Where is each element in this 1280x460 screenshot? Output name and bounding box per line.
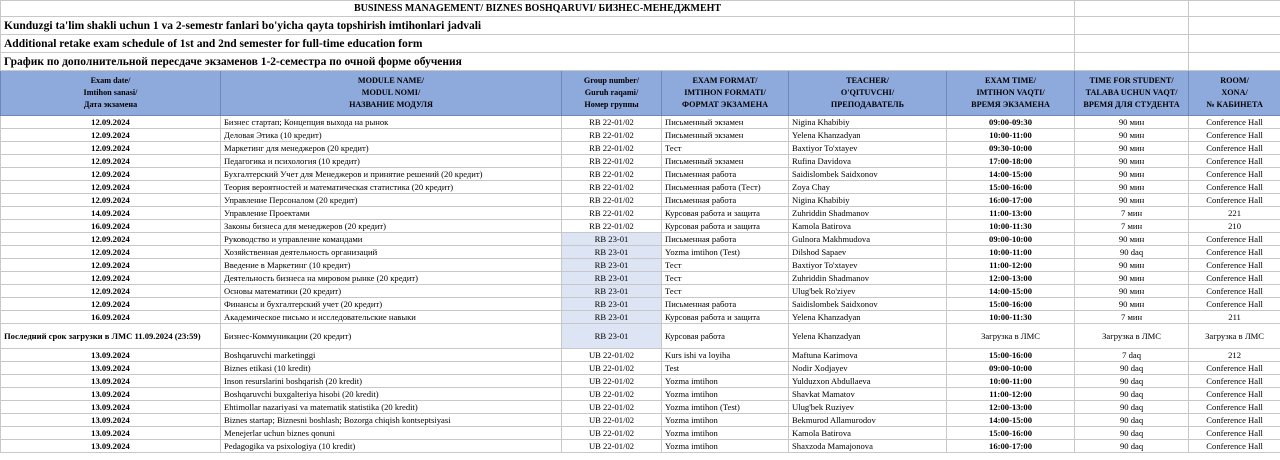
cell-time[interactable]: 10:00-11:00 (947, 129, 1075, 142)
table-row (1, 388, 1280, 401)
cell-group[interactable]: UB 22-01/02 (562, 349, 662, 362)
cell-date[interactable]: 12.09.2024 (1, 181, 221, 194)
cell-group[interactable]: UB 22-01/02 (562, 362, 662, 375)
cell-teacher[interactable]: Kamola Batirova (789, 427, 947, 440)
cell-format[interactable]: Письменная работа (662, 298, 789, 311)
cell-group[interactable]: RB 22-01/02 (562, 207, 662, 220)
cell-time[interactable]: 10:00-11:00 (947, 246, 1075, 259)
cell-time[interactable]: 10:00-11:30 (947, 311, 1075, 324)
cell-student-time[interactable]: 90 daq (1075, 427, 1189, 440)
header-line: Номер группы (584, 100, 639, 109)
cell-student-time[interactable]: 90 мин (1075, 181, 1189, 194)
cell-room[interactable]: 210 (1189, 220, 1280, 233)
cell-format[interactable]: Yozma imtihon (662, 427, 789, 440)
cell-format[interactable]: Yozma imtihon (662, 388, 789, 401)
cell-format[interactable]: Курсовая работа и защита (662, 207, 789, 220)
cell-room[interactable]: Conference Hall (1189, 116, 1280, 129)
cell-group[interactable]: RB 22-01/02 (562, 129, 662, 142)
header-line: XONA/ (1221, 88, 1248, 97)
cell-teacher[interactable]: Saidislombek Saidxonov (789, 168, 947, 181)
cell-room[interactable]: Загрузка в ЛМС (1189, 324, 1280, 349)
table-row (1, 414, 1280, 427)
cell-room[interactable]: Conference Hall (1189, 401, 1280, 414)
cell-date[interactable]: 13.09.2024 (1, 349, 221, 362)
cell-date[interactable]: 12.09.2024 (1, 142, 221, 155)
header-line: TEACHER/ (846, 76, 889, 85)
table-row (1, 142, 1280, 155)
cell-teacher[interactable]: Shavkat Mamatov (789, 388, 947, 401)
cell-student-time[interactable]: 90 мин (1075, 129, 1189, 142)
header-line: Дата экзамена (83, 100, 138, 109)
cell-room[interactable]: Conference Hall (1189, 142, 1280, 155)
cell-teacher[interactable]: Ulug'bek Ruziyev (789, 401, 947, 414)
cell-teacher[interactable]: Dilshod Sapaev (789, 246, 947, 259)
table-row (1, 272, 1280, 285)
cell-student-time[interactable]: Загрузка в ЛМС (1075, 324, 1189, 349)
empty-cell[interactable] (1075, 1, 1189, 17)
cell-module[interactable]: Педагогика и психология (10 кредит) (221, 155, 562, 168)
cell-module[interactable]: Boshqaruvchi marketinggi (221, 349, 562, 362)
subtitle-en: Additional retake exam schedule of 1st and 2nd semester for full-time education form (1, 35, 1075, 53)
empty-cell[interactable] (1075, 17, 1189, 35)
table-row (1, 194, 1280, 207)
header-line: ФОРМАТ ЭКЗАМЕНА (682, 100, 768, 109)
header-line: ВРЕМЯ ЭКЗАМЕНА (971, 100, 1050, 109)
cell-group[interactable]: UB 22-01/02 (562, 414, 662, 427)
cell-student-time[interactable]: 90 daq (1075, 414, 1189, 427)
cell-module[interactable]: Теория вероятностей и математическая статистика (20 кредит) (221, 181, 562, 194)
cell-format[interactable]: Kurs ishi va loyiha (662, 349, 789, 362)
cell-teacher[interactable]: Nodir Xodjayev (789, 362, 947, 375)
subtitle-ru: График по дополнительной пересдаче экзаменов 1-2-семестра по очной форме обучения (1, 53, 1075, 71)
cell-student-time[interactable]: 7 мин (1075, 220, 1189, 233)
cell-student-time[interactable]: 7 мин (1075, 311, 1189, 324)
header-room[interactable] (1189, 71, 1280, 116)
cell-date[interactable]: 14.09.2024 (1, 207, 221, 220)
header-line: TIME FOR STUDENT/ (1089, 76, 1174, 85)
cell-format[interactable]: Yozma imtihon (662, 414, 789, 427)
cell-group[interactable]: RB 23-01 (562, 259, 662, 272)
cell-time[interactable]: 15:00-16:00 (947, 298, 1075, 311)
cell-group[interactable]: RB 23-01 (562, 285, 662, 298)
cell-teacher[interactable]: Shaxzoda Mamajonova (789, 440, 947, 453)
cell-time[interactable]: Загрузка в ЛМС (947, 324, 1075, 349)
cell-student-time[interactable]: 7 мин (1075, 207, 1189, 220)
cell-module[interactable]: Menejerlar uchun biznes qonuni (221, 427, 562, 440)
cell-student-time[interactable]: 90 мин (1075, 194, 1189, 207)
header-time-for-student[interactable] (1075, 71, 1189, 116)
cell-module[interactable]: Boshqaruvchi buxgalteriya hisobi (20 kredit) (221, 388, 562, 401)
cell-student-time[interactable]: 7 daq (1075, 349, 1189, 362)
cell-teacher[interactable]: Yelena Khanzadyan (789, 324, 947, 349)
header-module-name[interactable] (221, 71, 562, 116)
cell-group[interactable]: RB 23-01 (562, 246, 662, 259)
subtitle-uz: Kunduzgi ta'lim shakli uchun 1 va 2-semestr fanlari bo'yicha qayta topshirish imtihonlari jadvali (1, 17, 1075, 35)
cell-time[interactable]: 15:00-16:00 (947, 427, 1075, 440)
cell-teacher[interactable]: Saidislombek Saidxonov (789, 298, 947, 311)
cell-format[interactable]: Test (662, 362, 789, 375)
cell-date[interactable]: 13.09.2024 (1, 375, 221, 388)
table-row (1, 298, 1280, 311)
empty-cell[interactable] (1189, 53, 1280, 71)
cell-time[interactable]: 16:00-17:00 (947, 440, 1075, 453)
cell-room[interactable]: Conference Hall (1189, 129, 1280, 142)
cell-student-time[interactable]: 90 мин (1075, 142, 1189, 155)
cell-room[interactable]: Conference Hall (1189, 168, 1280, 181)
cell-group[interactable]: RB 22-01/02 (562, 194, 662, 207)
cell-group[interactable]: UB 22-01/02 (562, 401, 662, 414)
cell-date[interactable]: 13.09.2024 (1, 414, 221, 427)
table-row (1, 246, 1280, 259)
table-row (1, 181, 1280, 194)
cell-teacher[interactable]: Baxtiyor To'xtayev (789, 259, 947, 272)
cell-group[interactable]: UB 22-01/02 (562, 440, 662, 453)
cell-module[interactable]: Руководство и управление командами (221, 233, 562, 246)
header-line: ВРЕМЯ ДЛЯ СТУДЕНТА (1083, 100, 1180, 109)
cell-time[interactable]: 17:00-18:00 (947, 155, 1075, 168)
header-line: IMTIHON FORMATI/ (684, 88, 766, 97)
empty-cell[interactable] (1075, 53, 1189, 71)
header-line: EXAM FORMAT/ (692, 76, 758, 85)
cell-format[interactable]: Тест (662, 272, 789, 285)
cell-time[interactable]: 14:00-15:00 (947, 285, 1075, 298)
cell-module[interactable]: Ehtimollar nazariyasi va matematik statistika (20 kredit) (221, 401, 562, 414)
cell-teacher[interactable]: Yelena Khanzadyan (789, 311, 947, 324)
cell-room[interactable]: Conference Hall (1189, 181, 1280, 194)
table-row (1, 168, 1280, 181)
cell-date[interactable]: 13.09.2024 (1, 362, 221, 375)
table-row (1, 375, 1280, 388)
header-line: Group number/ (583, 76, 640, 85)
header-line: ROOM/ (1220, 76, 1249, 85)
cell-student-time[interactable]: 90 мин (1075, 285, 1189, 298)
cell-student-time[interactable]: 90 мин (1075, 168, 1189, 181)
header-line: Imtihon sanasi/ (83, 88, 138, 97)
cell-time[interactable]: 10:00-11:30 (947, 220, 1075, 233)
cell-room[interactable]: Conference Hall (1189, 414, 1280, 427)
cell-format[interactable]: Письменная работа (662, 194, 789, 207)
cell-date[interactable]: 13.09.2024 (1, 440, 221, 453)
empty-cell[interactable] (1189, 17, 1280, 35)
cell-student-time[interactable]: 90 мин (1075, 155, 1189, 168)
cell-teacher[interactable]: Bekmurod Allamurodov (789, 414, 947, 427)
cell-format[interactable]: Yozma imtihon (Test) (662, 401, 789, 414)
header-line: O'QITUVCHI/ (840, 88, 895, 97)
header-row (1, 71, 1280, 116)
cell-format[interactable]: Курсовая работа (662, 324, 789, 349)
cell-group[interactable]: RB 23-01 (562, 298, 662, 311)
header-line: № КАБИНЕТА (1206, 100, 1263, 109)
cell-room[interactable]: Conference Hall (1189, 259, 1280, 272)
header-exam-time[interactable] (947, 71, 1075, 116)
header-line: MODULE NAME/ (357, 76, 425, 85)
cell-date[interactable]: 13.09.2024 (1, 401, 221, 414)
cell-student-time[interactable]: 90 daq (1075, 401, 1189, 414)
table-row (1, 116, 1280, 129)
cell-time[interactable]: 11:00-12:00 (947, 388, 1075, 401)
cell-group[interactable]: UB 22-01/02 (562, 375, 662, 388)
cell-date[interactable]: 13.09.2024 (1, 388, 221, 401)
cell-date[interactable]: Последний срок загрузки в ЛМС 11.09.2024 (23:59) (1, 324, 221, 349)
cell-group[interactable]: RB 22-01/02 (562, 168, 662, 181)
cell-module[interactable]: Деловая Этика (10 кредит) (221, 129, 562, 142)
cell-time[interactable]: 09:00-10:00 (947, 233, 1075, 246)
cell-time[interactable]: 11:00-12:00 (947, 259, 1075, 272)
cell-format[interactable]: Курсовая работа и защита (662, 311, 789, 324)
cell-group[interactable]: RB 23-01 (562, 233, 662, 246)
cell-group[interactable]: RB 23-01 (562, 324, 662, 349)
table-row (1, 207, 1280, 220)
cell-room[interactable]: Conference Hall (1189, 362, 1280, 375)
cell-date[interactable]: 12.09.2024 (1, 246, 221, 259)
cell-student-time[interactable]: 90 daq (1075, 440, 1189, 453)
cell-format[interactable]: Письменная работа (Тест) (662, 181, 789, 194)
cell-room[interactable]: Conference Hall (1189, 155, 1280, 168)
cell-room[interactable]: Conference Hall (1189, 440, 1280, 453)
cell-room[interactable]: 212 (1189, 349, 1280, 362)
cell-teacher[interactable]: Yelena Khanzadyan (789, 129, 947, 142)
cell-format[interactable]: Yozma imtihon (662, 375, 789, 388)
cell-date[interactable]: 12.09.2024 (1, 259, 221, 272)
cell-date[interactable]: 12.09.2024 (1, 233, 221, 246)
header-group-number[interactable] (562, 71, 662, 116)
header-line: IMTIHON VAQTI/ (976, 88, 1045, 97)
cell-format[interactable]: Yozma imtihon (Test) (662, 246, 789, 259)
header-line: ПРЕПОДАВАТЕЛЬ (830, 100, 905, 109)
page-title: BUSINESS MANAGEMENT/ BIZNES BOSHQARUVI/ БИЗНЕС-МЕНЕДЖМЕНТ (1, 1, 1075, 17)
header-teacher[interactable] (789, 71, 947, 116)
empty-cell[interactable] (1075, 35, 1189, 53)
table-row (1, 324, 1280, 349)
cell-date[interactable]: 16.09.2024 (1, 220, 221, 233)
cell-room[interactable]: 211 (1189, 311, 1280, 324)
cell-teacher[interactable]: Zuhriddin Shadmanov (789, 272, 947, 285)
header-line: Exam date/ (90, 76, 131, 85)
cell-module[interactable]: Финансы и бухгалтерский учет (20 кредит) (221, 298, 562, 311)
cell-group[interactable]: UB 22-01/02 (562, 388, 662, 401)
table-row (1, 311, 1280, 324)
cell-module[interactable]: Управление Проектами (221, 207, 562, 220)
table-row (1, 362, 1280, 375)
cell-module[interactable]: Управление Персоналом (20 кредит) (221, 194, 562, 207)
cell-room[interactable]: Conference Hall (1189, 246, 1280, 259)
header-line: MODUL NOMI/ (361, 88, 421, 97)
cell-format[interactable]: Письменная работа (662, 168, 789, 181)
header-line: EXAM TIME/ (985, 76, 1037, 85)
cell-time[interactable]: 10:00-11:00 (947, 375, 1075, 388)
cell-module[interactable]: Biznes etikasi (10 kredit) (221, 362, 562, 375)
cell-student-time[interactable]: 90 daq (1075, 362, 1189, 375)
cell-time[interactable]: 15:00-16:00 (947, 181, 1075, 194)
cell-teacher[interactable]: Zuhriddin Shadmanov (789, 207, 947, 220)
cell-teacher[interactable]: Yulduzxon Abdullaeva (789, 375, 947, 388)
cell-teacher[interactable]: Rufina Davidova (789, 155, 947, 168)
cell-module[interactable]: Pedagogika va psixologiya (10 kredit) (221, 440, 562, 453)
cell-module[interactable]: Деятельность бизнеса на мировом рынке (20 кредит) (221, 272, 562, 285)
cell-group[interactable]: RB 22-01/02 (562, 181, 662, 194)
cell-module[interactable]: Академическое письмо и исследовательские навыки (221, 311, 562, 324)
cell-date[interactable]: 12.09.2024 (1, 298, 221, 311)
table-row (1, 259, 1280, 272)
cell-module[interactable]: Бизнес-Коммуникации (20 кредит) (221, 324, 562, 349)
cell-group[interactable]: UB 22-01/02 (562, 427, 662, 440)
cell-format[interactable]: Тест (662, 259, 789, 272)
cell-teacher[interactable]: Kamola Batirova (789, 220, 947, 233)
header-line: TALABA UCHUN VAQT/ (1085, 88, 1178, 97)
cell-room[interactable]: Conference Hall (1189, 194, 1280, 207)
cell-student-time[interactable]: 90 мин (1075, 298, 1189, 311)
cell-room[interactable]: Conference Hall (1189, 298, 1280, 311)
table-row (1, 155, 1280, 168)
cell-teacher[interactable]: Gulnora Makhmudova (789, 233, 947, 246)
cell-teacher[interactable]: Ulug'bek Ro'ziyev (789, 285, 947, 298)
header-line: НАЗВАНИЕ МОДУЛЯ (349, 100, 433, 109)
table-row (1, 129, 1280, 142)
cell-format[interactable]: Письменный экзамен (662, 116, 789, 129)
cell-group[interactable]: RB 23-01 (562, 311, 662, 324)
cell-format[interactable]: Письменный экзамен (662, 155, 789, 168)
cell-room[interactable]: Conference Hall (1189, 427, 1280, 440)
cell-format[interactable]: Тест (662, 285, 789, 298)
cell-time[interactable]: 09:00-10:00 (947, 362, 1075, 375)
cell-time[interactable]: 16:00-17:00 (947, 194, 1075, 207)
cell-teacher[interactable]: Maftuna Karimova (789, 349, 947, 362)
cell-time[interactable]: 12:00-13:00 (947, 272, 1075, 285)
cell-group[interactable]: RB 22-01/02 (562, 220, 662, 233)
header-exam-date[interactable] (1, 71, 221, 116)
cell-date[interactable]: 12.09.2024 (1, 285, 221, 298)
cell-format[interactable]: Курсовая работа и защита (662, 220, 789, 233)
cell-module[interactable]: Бизнес стартап; Концепция выхода на рынок (221, 116, 562, 129)
cell-student-time[interactable]: 90 мин (1075, 259, 1189, 272)
cell-date[interactable]: 12.09.2024 (1, 194, 221, 207)
cell-date[interactable]: 16.09.2024 (1, 311, 221, 324)
empty-cell[interactable] (1189, 1, 1280, 17)
cell-room[interactable]: Conference Hall (1189, 285, 1280, 298)
cell-time[interactable]: 11:00-13:00 (947, 207, 1075, 220)
cell-format[interactable]: Письменная работа (662, 233, 789, 246)
cell-student-time[interactable]: 90 мин (1075, 116, 1189, 129)
cell-date[interactable]: 12.09.2024 (1, 168, 221, 181)
cell-module[interactable]: Введение в Маркетинг (10 кредит) (221, 259, 562, 272)
cell-module[interactable]: Biznes startap; Biznesni boshlash; Bozorga chiqish kontseptsiyasi (221, 414, 562, 427)
cell-time[interactable]: 14:00-15:00 (947, 168, 1075, 181)
cell-time[interactable]: 09:00-09:30 (947, 116, 1075, 129)
cell-time[interactable]: 14:00-15:00 (947, 414, 1075, 427)
cell-date[interactable]: 12.09.2024 (1, 116, 221, 129)
table-row (1, 440, 1280, 453)
cell-student-time[interactable]: 90 мин (1075, 233, 1189, 246)
cell-time[interactable]: 09:30-10:00 (947, 142, 1075, 155)
cell-room[interactable]: Conference Hall (1189, 375, 1280, 388)
cell-group[interactable]: RB 22-01/02 (562, 155, 662, 168)
cell-student-time[interactable]: 90 daq (1075, 375, 1189, 388)
cell-date[interactable]: 12.09.2024 (1, 272, 221, 285)
cell-teacher[interactable]: Zoya Chay (789, 181, 947, 194)
cell-teacher[interactable]: Nigina Khabibiy (789, 116, 947, 129)
cell-module[interactable]: Хозяйственная деятельность организаций (221, 246, 562, 259)
header-line: Guruh raqami/ (584, 88, 639, 97)
cell-module[interactable]: Маркетинг для менеджеров (20 кредит) (221, 142, 562, 155)
table-row (1, 233, 1280, 246)
cell-module[interactable]: Inson resurslarini boshqarish (20 kredit) (221, 375, 562, 388)
cell-format[interactable]: Тест (662, 142, 789, 155)
cell-room[interactable]: 221 (1189, 207, 1280, 220)
header-exam-format[interactable] (662, 71, 789, 116)
cell-room[interactable]: Conference Hall (1189, 272, 1280, 285)
empty-cell[interactable] (1189, 35, 1280, 53)
cell-student-time[interactable]: 90 мин (1075, 272, 1189, 285)
cell-format[interactable]: Письменный экзамен (662, 129, 789, 142)
cell-time[interactable]: 12:00-13:00 (947, 401, 1075, 414)
cell-room[interactable]: Conference Hall (1189, 388, 1280, 401)
cell-student-time[interactable]: 90 daq (1075, 388, 1189, 401)
table-row (1, 427, 1280, 440)
cell-format[interactable]: Yozma imtihon (662, 440, 789, 453)
table-row (1, 285, 1280, 298)
cell-group[interactable]: RB 23-01 (562, 272, 662, 285)
cell-room[interactable]: Conference Hall (1189, 233, 1280, 246)
cell-module[interactable]: Законы бизнеса для менеджеров (20 кредит) (221, 220, 562, 233)
table-row (1, 220, 1280, 233)
table-row (1, 349, 1280, 362)
cell-teacher[interactable]: Nigina Khabibiy (789, 194, 947, 207)
cell-time[interactable]: 15:00-16:00 (947, 349, 1075, 362)
cell-module[interactable]: Бухгалтерский Учет для Менеджеров и принятие решений (20 кредит) (221, 168, 562, 181)
cell-date[interactable]: 12.09.2024 (1, 129, 221, 142)
cell-group[interactable]: RB 22-01/02 (562, 142, 662, 155)
cell-group[interactable]: RB 22-01/02 (562, 116, 662, 129)
cell-student-time[interactable]: 90 daq (1075, 246, 1189, 259)
cell-date[interactable]: 13.09.2024 (1, 427, 221, 440)
cell-module[interactable]: Основы математики (20 кредит) (221, 285, 562, 298)
cell-date[interactable]: 12.09.2024 (1, 155, 221, 168)
cell-teacher[interactable]: Baxtiyor To'xtayev (789, 142, 947, 155)
table-row (1, 401, 1280, 414)
